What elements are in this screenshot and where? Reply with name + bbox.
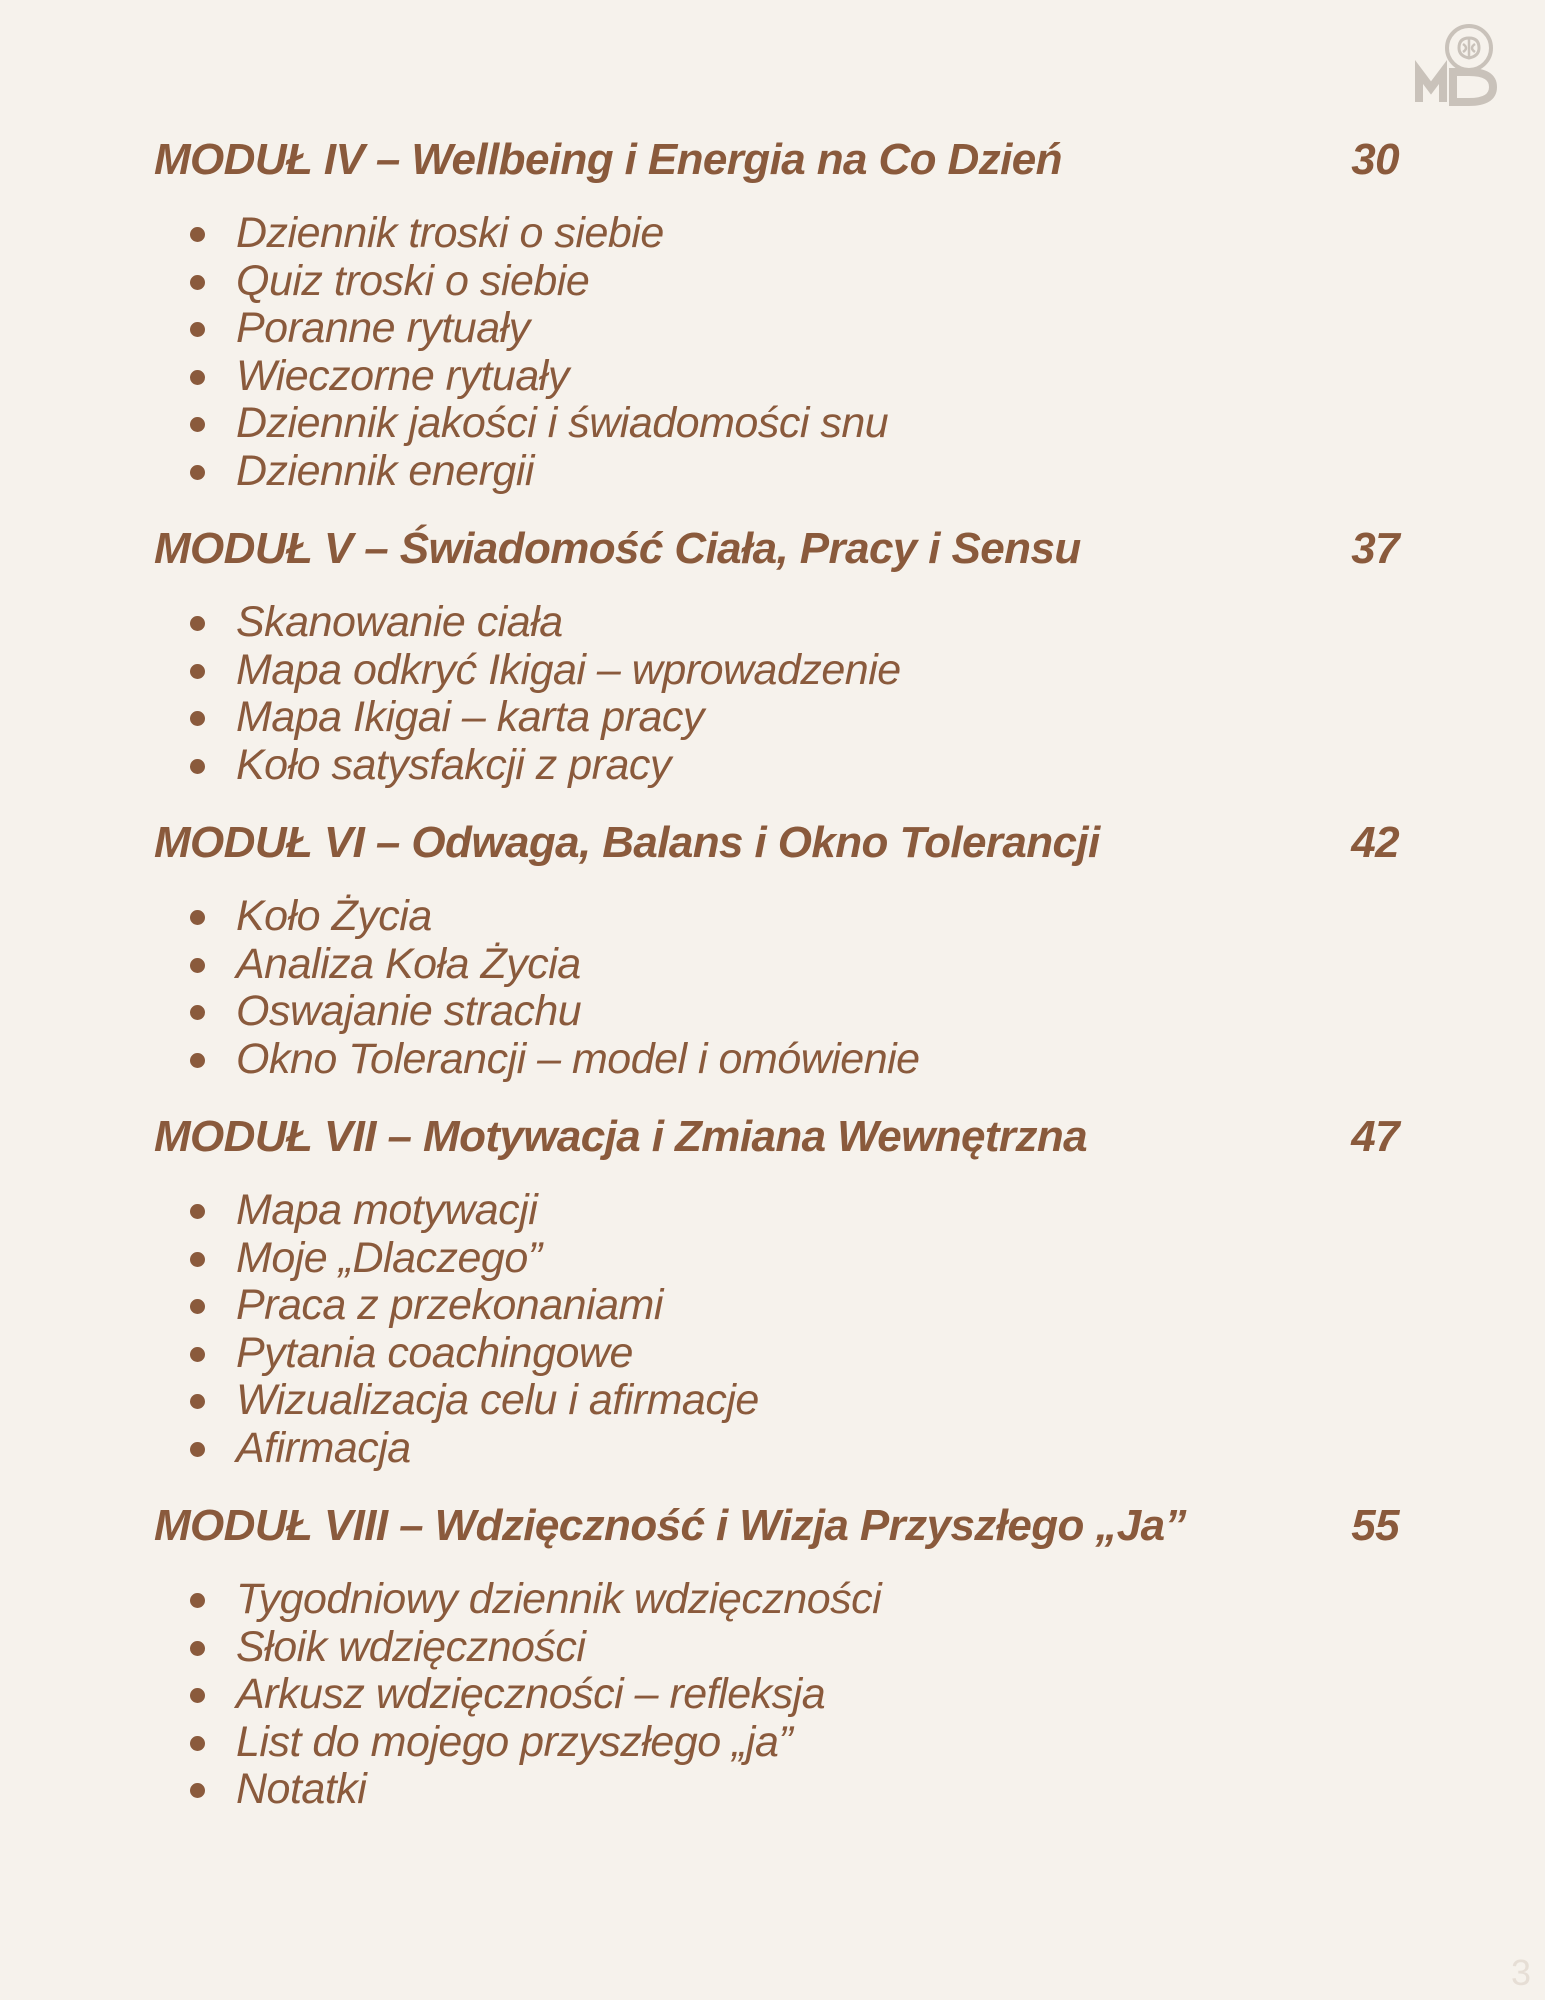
module-item-list [154, 1187, 1399, 1472]
bullet-icon [190, 1736, 205, 1751]
list-item[interactable] [154, 694, 1399, 742]
brain-lightbulb-icon [1411, 18, 1507, 108]
list-item-label: Okno Tolerancji – model i omówienie [236, 1034, 920, 1083]
list-item[interactable] [154, 1330, 1399, 1378]
list-item-label: Słoik wdzięczności [236, 1622, 586, 1671]
module-title: MODUŁ VI – Odwaga, Balans i Okno Tolerancji [154, 818, 1100, 867]
bullet-icon [190, 1005, 205, 1020]
list-item[interactable] [154, 353, 1399, 401]
list-item[interactable] [154, 599, 1399, 647]
list-item[interactable] [154, 893, 1399, 941]
list-item-label: Praca z przekonaniami [236, 1281, 663, 1329]
list-item-label: Skanowanie ciała [236, 598, 563, 646]
toc-module [154, 1494, 1399, 1814]
module-heading[interactable] [154, 128, 1399, 192]
list-item[interactable] [154, 448, 1399, 496]
module-item-list [154, 893, 1399, 1083]
list-item-label: Wieczorne rytuały [236, 351, 569, 400]
list-item[interactable] [154, 1187, 1399, 1235]
bullet-icon [190, 322, 205, 337]
list-item-label: Poranne rytuały [236, 304, 530, 352]
module-heading[interactable] [154, 517, 1399, 581]
module-heading[interactable] [154, 1105, 1399, 1169]
bullet-icon [190, 1641, 205, 1656]
list-item-label: Pytania coachingowe [236, 1328, 633, 1377]
module-item-list [154, 1576, 1399, 1814]
bullet-icon [190, 1347, 205, 1362]
list-item[interactable] [154, 400, 1399, 448]
bullet-icon [190, 910, 205, 925]
bullet-icon [190, 1204, 205, 1219]
list-item-label: Mapa motywacji [236, 1186, 538, 1234]
list-item-label: Koło Życia [236, 892, 432, 940]
list-item[interactable] [154, 1282, 1399, 1330]
module-title: MODUŁ V – Świadomość Ciała, Pracy i Sensu [154, 524, 1081, 573]
module-page-number: 42 [1351, 818, 1399, 867]
list-item-label: Dziennik energii [236, 446, 534, 495]
list-item[interactable] [154, 305, 1399, 353]
module-item-list [154, 210, 1399, 495]
bullet-icon [190, 1688, 205, 1703]
list-item-label: List do mojego przyszłego „ja” [236, 1717, 793, 1766]
page-number: 3 [1510, 1952, 1531, 1993]
bullet-icon [190, 958, 205, 973]
list-item[interactable] [154, 1766, 1399, 1814]
list-item[interactable] [154, 1624, 1399, 1672]
list-item[interactable] [154, 1576, 1399, 1624]
bullet-icon [190, 1299, 205, 1314]
bullet-icon [190, 465, 205, 480]
list-item[interactable] [154, 1671, 1399, 1719]
brand-logo [1411, 18, 1507, 108]
list-item-label: Quiz troski o siebie [236, 256, 590, 305]
module-title: MODUŁ IV – Wellbeing i Energia na Co Dzień [154, 135, 1062, 184]
list-item-label: Tygodniowy dziennik wdzięczności [236, 1575, 882, 1623]
bullet-icon [190, 616, 205, 631]
list-item-label: Oswajanie strachu [236, 987, 582, 1035]
bullet-icon [190, 711, 205, 726]
module-heading[interactable] [154, 1494, 1399, 1558]
module-page-number: 30 [1351, 135, 1399, 184]
bullet-icon [190, 370, 205, 385]
bullet-icon [190, 1394, 205, 1409]
list-item-label: Arkusz wdzięczności – refleksja [236, 1670, 826, 1718]
bullet-icon [190, 1593, 205, 1608]
bullet-icon [190, 1252, 205, 1267]
list-item[interactable] [154, 647, 1399, 695]
list-item[interactable] [154, 1425, 1399, 1473]
table-of-contents [154, 128, 1399, 1836]
bullet-icon [190, 1783, 205, 1798]
list-item-label: Moje „Dlaczego” [236, 1233, 542, 1282]
module-page-number: 47 [1351, 1112, 1399, 1161]
list-item-label: Afirmacja [236, 1423, 411, 1472]
list-item[interactable] [154, 742, 1399, 790]
list-item-label: Mapa Ikigai – karta pracy [236, 693, 704, 741]
list-item[interactable] [154, 1235, 1399, 1283]
list-item[interactable] [154, 210, 1399, 258]
module-title: MODUŁ VII – Motywacja i Zmiana Wewnętrzna [154, 1112, 1088, 1161]
list-item-label: Notatki [236, 1765, 367, 1813]
module-heading[interactable] [154, 811, 1399, 875]
bullet-icon [190, 664, 205, 679]
list-item-label: Wizualizacja celu i afirmacje [236, 1376, 759, 1424]
list-item-label: Mapa odkryć Ikigai – wprowadzenie [236, 645, 901, 694]
list-item-label: Dziennik jakości i świadomości snu [236, 399, 889, 447]
module-page-number: 55 [1351, 1501, 1399, 1550]
bullet-icon [190, 417, 205, 432]
list-item[interactable] [154, 941, 1399, 989]
bullet-icon [190, 759, 205, 774]
module-page-number: 37 [1351, 524, 1399, 573]
bullet-icon [190, 1053, 205, 1068]
list-item[interactable] [154, 1719, 1399, 1767]
toc-module [154, 811, 1399, 1083]
bullet-icon [190, 227, 205, 242]
toc-module [154, 128, 1399, 495]
list-item[interactable] [154, 988, 1399, 1036]
list-item-label: Dziennik troski o siebie [236, 209, 664, 257]
toc-module [154, 517, 1399, 789]
list-item[interactable] [154, 1036, 1399, 1084]
list-item-label: Analiza Koła Życia [236, 939, 581, 988]
module-title: MODUŁ VIII – Wdzięczność i Wizja Przyszłego „Ja” [154, 1501, 1186, 1550]
toc-module [154, 1105, 1399, 1472]
list-item[interactable] [154, 1377, 1399, 1425]
list-item[interactable] [154, 258, 1399, 306]
bullet-icon [190, 1442, 205, 1457]
module-item-list [154, 599, 1399, 789]
bullet-icon [190, 275, 205, 290]
list-item-label: Koło satysfakcji z pracy [236, 740, 671, 789]
